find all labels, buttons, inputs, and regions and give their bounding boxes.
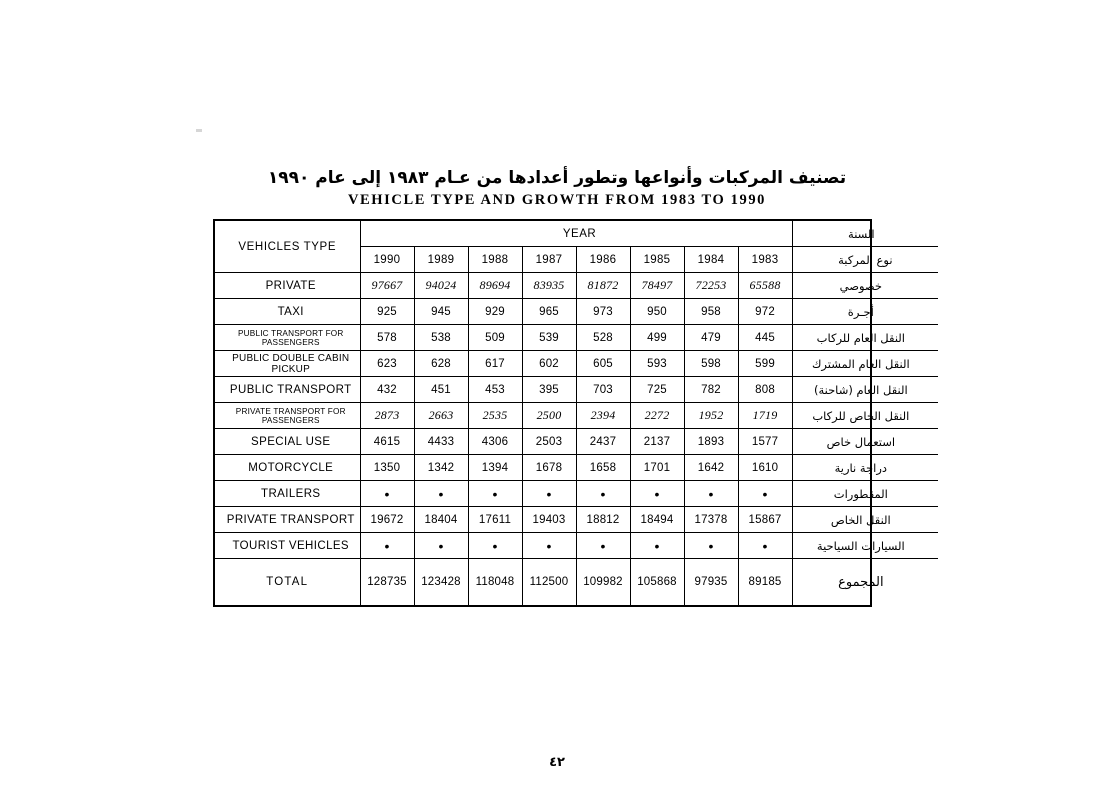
cell-value: • — [468, 481, 522, 507]
cell-value: 1678 — [522, 455, 576, 481]
cell-value: 17611 — [468, 507, 522, 533]
table-header-row-1 — [215, 221, 938, 247]
cell-value: 950 — [630, 299, 684, 325]
cell-value: 78497 — [630, 273, 684, 299]
header-year-1986: 1986 — [576, 247, 630, 273]
cell-value: 2394 — [576, 403, 630, 429]
cell-value: • — [738, 533, 792, 559]
page-title-arabic: تصنيف المركبات وأنواعها وتطور أعدادها من عـام ١٩٨٣ إلى عام ١٩٩٠ — [267, 168, 847, 188]
cell-value: 1394 — [468, 455, 522, 481]
cell-value: 81872 — [576, 273, 630, 299]
header-year-1989: 1989 — [414, 247, 468, 273]
row-label-ar: النقل العام المشترك — [792, 351, 938, 377]
cell-value: 593 — [630, 351, 684, 377]
row-label-ar: خصوصي — [792, 273, 938, 299]
cell-value: 1642 — [684, 455, 738, 481]
cell-value: 578 — [360, 325, 414, 351]
cell-value: 602 — [522, 351, 576, 377]
cell-value: 617 — [468, 351, 522, 377]
row-label-en: PRIVATE TRANSPORT — [215, 507, 360, 533]
header-year-1988: 1988 — [468, 247, 522, 273]
cell-value: 65588 — [738, 273, 792, 299]
header-year: YEAR — [360, 221, 792, 247]
cell-value: 973 — [576, 299, 630, 325]
table-row — [215, 455, 938, 481]
scan-artifact — [196, 129, 202, 132]
cell-value: 2873 — [360, 403, 414, 429]
header-sana: السنة — [792, 221, 938, 247]
cell-value: • — [522, 533, 576, 559]
cell-value: • — [684, 533, 738, 559]
row-label-ar: النقل العام للركاب — [792, 325, 938, 351]
cell-value: 929 — [468, 299, 522, 325]
header-year-1987: 1987 — [522, 247, 576, 273]
cell-value: 2503 — [522, 429, 576, 455]
row-label-en: TOURIST VEHICLES — [215, 533, 360, 559]
cell-value: 453 — [468, 377, 522, 403]
row-label-en: PUBLIC DOUBLE CABIN PICKUP — [215, 351, 360, 377]
cell-value: 782 — [684, 377, 738, 403]
row-label-ar: أجـرة — [792, 299, 938, 325]
cell-value: 4433 — [414, 429, 468, 455]
cell-value: 2437 — [576, 429, 630, 455]
cell-value: 18812 — [576, 507, 630, 533]
total-cell-value: 89185 — [738, 559, 792, 606]
title-block — [0, 168, 1114, 209]
row-label-en: PUBLIC TRANSPORT FOR PASSENGERS — [215, 325, 360, 351]
cell-value: 1658 — [576, 455, 630, 481]
cell-value: 395 — [522, 377, 576, 403]
cell-value: • — [630, 533, 684, 559]
row-label-en: PRIVATE TRANSPORT FOR PASSENGERS — [215, 403, 360, 429]
cell-value: 528 — [576, 325, 630, 351]
header-arabic-type: نوع المركبة — [792, 247, 938, 273]
cell-value: 509 — [468, 325, 522, 351]
cell-value: 2535 — [468, 403, 522, 429]
table-row — [215, 429, 938, 455]
cell-value: 19672 — [360, 507, 414, 533]
total-cell-value: 97935 — [684, 559, 738, 606]
cell-value: 1952 — [684, 403, 738, 429]
cell-value: 628 — [414, 351, 468, 377]
cell-value: • — [576, 533, 630, 559]
cell-value: 19403 — [522, 507, 576, 533]
cell-value: 17378 — [684, 507, 738, 533]
row-label-en: TAXI — [215, 299, 360, 325]
cell-value: 4615 — [360, 429, 414, 455]
row-label-ar: السيارات السياحية — [792, 533, 938, 559]
page-title-english: VEHICLE TYPE AND GROWTH FROM 1983 TO 1990 — [347, 192, 767, 208]
cell-value: • — [360, 481, 414, 507]
cell-value: 1342 — [414, 455, 468, 481]
cell-value: 451 — [414, 377, 468, 403]
cell-value: 72253 — [684, 273, 738, 299]
table-row — [215, 351, 938, 377]
cell-value: • — [468, 533, 522, 559]
cell-value: 808 — [738, 377, 792, 403]
cell-value: 1893 — [684, 429, 738, 455]
cell-value: 1350 — [360, 455, 414, 481]
cell-value: 83935 — [522, 273, 576, 299]
row-label-en: TRAILERS — [215, 481, 360, 507]
cell-value: 945 — [414, 299, 468, 325]
header-year-1984: 1984 — [684, 247, 738, 273]
table-row — [215, 481, 938, 507]
row-label-ar: النقل الخاص — [792, 507, 938, 533]
table-row — [215, 299, 938, 325]
header-year-1983: 1983 — [738, 247, 792, 273]
cell-value: 598 — [684, 351, 738, 377]
cell-value: 725 — [630, 377, 684, 403]
cell-value: 972 — [738, 299, 792, 325]
header-vehicles-type: VEHICLES TYPE — [215, 221, 360, 273]
cell-value: 2663 — [414, 403, 468, 429]
row-label-ar: النقل العام (شاحنة) — [792, 377, 938, 403]
cell-value: 703 — [576, 377, 630, 403]
cell-value: 925 — [360, 299, 414, 325]
cell-value: 623 — [360, 351, 414, 377]
cell-value: 4306 — [468, 429, 522, 455]
row-label-ar: دراجة نارية — [792, 455, 938, 481]
cell-value: 18404 — [414, 507, 468, 533]
row-label-en: PRIVATE — [215, 273, 360, 299]
table-total-row — [215, 559, 938, 606]
cell-value: 445 — [738, 325, 792, 351]
cell-value: 1701 — [630, 455, 684, 481]
cell-value: 94024 — [414, 273, 468, 299]
cell-value: • — [630, 481, 684, 507]
cell-value: • — [414, 533, 468, 559]
total-cell-value: 105868 — [630, 559, 684, 606]
cell-value: 2272 — [630, 403, 684, 429]
cell-value: 479 — [684, 325, 738, 351]
row-label-en: MOTORCYCLE — [215, 455, 360, 481]
table-body — [215, 221, 938, 605]
total-cell-value: 118048 — [468, 559, 522, 606]
cell-value: • — [576, 481, 630, 507]
cell-value: • — [360, 533, 414, 559]
cell-value: 958 — [684, 299, 738, 325]
row-label-ar: النقل الخاص للركاب — [792, 403, 938, 429]
table-row — [215, 403, 938, 429]
header-year-1985: 1985 — [630, 247, 684, 273]
table-row — [215, 377, 938, 403]
page-number: ٤٢ — [549, 755, 565, 770]
cell-value: 89694 — [468, 273, 522, 299]
table-row — [215, 533, 938, 559]
cell-value: 965 — [522, 299, 576, 325]
row-label-en: SPECIAL USE — [215, 429, 360, 455]
cell-value: • — [684, 481, 738, 507]
cell-value: 599 — [738, 351, 792, 377]
cell-value: 15867 — [738, 507, 792, 533]
cell-value: 2137 — [630, 429, 684, 455]
table-row — [215, 325, 938, 351]
cell-value: • — [414, 481, 468, 507]
row-label-ar: المقطورات — [792, 481, 938, 507]
cell-value: 499 — [630, 325, 684, 351]
total-label-en: TOTAL — [215, 559, 360, 606]
total-cell-value: 128735 — [360, 559, 414, 606]
cell-value: 97667 — [360, 273, 414, 299]
cell-value: 539 — [522, 325, 576, 351]
cell-value: • — [738, 481, 792, 507]
cell-value: • — [522, 481, 576, 507]
row-label-en: PUBLIC TRANSPORT — [215, 377, 360, 403]
header-year-1990: 1990 — [360, 247, 414, 273]
vehicle-table-frame — [213, 219, 910, 607]
cell-value: 18494 — [630, 507, 684, 533]
total-cell-value: 109982 — [576, 559, 630, 606]
cell-value: 538 — [414, 325, 468, 351]
table-row — [215, 507, 938, 533]
table-row — [215, 273, 938, 299]
cell-value: 2500 — [522, 403, 576, 429]
vehicle-statistics-table — [215, 221, 938, 605]
row-label-ar: استعمال خاص — [792, 429, 938, 455]
total-cell-value: 112500 — [522, 559, 576, 606]
cell-value: 1610 — [738, 455, 792, 481]
cell-value: 1719 — [738, 403, 792, 429]
cell-value: 432 — [360, 377, 414, 403]
cell-value: 605 — [576, 351, 630, 377]
total-cell-value: 123428 — [414, 559, 468, 606]
cell-value: 1577 — [738, 429, 792, 455]
total-label-ar: المجموع — [792, 559, 938, 606]
